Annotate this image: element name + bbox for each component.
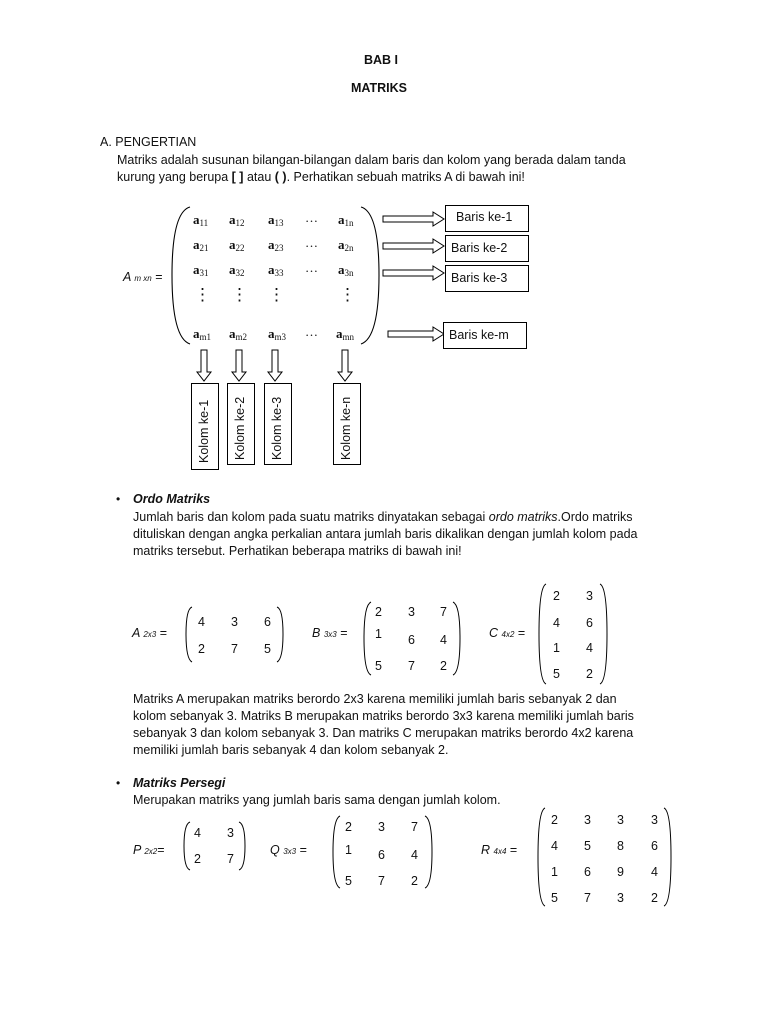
- cell: 4: [440, 633, 447, 647]
- col-label-box-3: Kolom ke-3: [264, 383, 292, 465]
- cell: 7: [378, 874, 385, 888]
- vdots-col1: ⋮: [194, 285, 211, 304]
- element-a33: $a_{33}$: [268, 262, 284, 278]
- matrix-C-label: C 4x2 =: [489, 626, 526, 640]
- cell: 4: [651, 865, 658, 879]
- cell: 2: [375, 605, 382, 619]
- cell: 7: [227, 852, 234, 866]
- cell: 2: [198, 642, 205, 656]
- vdots-col2: ⋮: [231, 285, 248, 304]
- cell: 6: [378, 848, 385, 862]
- matrix-R-label: R 4x4 =: [481, 843, 518, 857]
- col-label-box-n: Kolom ke-n: [333, 383, 361, 465]
- expl-line-4: memiliki jumlah baris sebanyak 4 dan kolom sebanyak 2.: [133, 743, 449, 757]
- cell: 6: [408, 633, 415, 647]
- matrix-A-label: A 2x3 =: [132, 626, 168, 640]
- cell: 5: [345, 874, 352, 888]
- cell: 3: [617, 891, 624, 905]
- element-a23: $a_{23}$: [268, 237, 284, 253]
- cell: 3: [617, 813, 624, 827]
- cell: 5: [375, 659, 382, 673]
- cell: 5: [264, 642, 271, 656]
- intro-line-2: kurung yang berupa [ ] atau ( ). Perhatikan sebuah matriks A di bawah ini!: [117, 170, 525, 184]
- cell: 7: [408, 659, 415, 673]
- matrix-a-label: A m xn =: [123, 270, 163, 284]
- element-amn: $a_{mn}$: [336, 326, 355, 342]
- intro-line-1: Matriks adalah susunan bilangan-bilangan dalam baris dan kolom yang berada dalam tanda: [117, 153, 626, 167]
- cell: 2: [651, 891, 658, 905]
- row-label-box-m: Baris ke-m: [443, 322, 527, 349]
- cell: 7: [584, 891, 591, 905]
- row-label-box-2: Baris ke-2: [445, 235, 529, 262]
- cell: 2: [194, 852, 201, 866]
- ellipsis: …: [305, 260, 318, 275]
- cell: 3: [408, 605, 415, 619]
- cell: 9: [617, 865, 624, 879]
- ellipsis: …: [305, 324, 318, 339]
- cell: 2: [411, 874, 418, 888]
- element-a13: $a_{13}$: [268, 212, 284, 228]
- ordo-line-3: matriks tersebut. Perhatikan beberapa matriks di bawah ini!: [133, 544, 462, 558]
- row-label-box-3: Baris ke-3: [445, 265, 529, 292]
- cell: 1: [553, 641, 560, 655]
- ordo-line-2: dituliskan dengan angka perkalian antara jumlah baris dikalikan dengan jumlah kolom pada: [133, 527, 638, 541]
- cell: 4: [553, 616, 560, 630]
- cell: 7: [411, 820, 418, 834]
- element-a22: $a_{22}$: [229, 237, 245, 253]
- col-label-box-2: Kolom ke-2: [227, 383, 255, 465]
- cell: 5: [551, 891, 558, 905]
- vdots-coln: ⋮: [339, 285, 356, 304]
- cell: 3: [227, 826, 234, 840]
- element-a21: $a_{21}$: [193, 237, 209, 253]
- element-a3n: $a_{3n}$: [338, 262, 354, 278]
- cell: 4: [551, 839, 558, 853]
- cell: 3: [584, 813, 591, 827]
- cell: 2: [586, 667, 593, 681]
- element-a31: $a_{31}$: [193, 262, 209, 278]
- expl-line-3: sebanyak 3 dan kolom sebanyak 3. Dan matriks C merupakan matriks berordo 4x2 karena: [133, 726, 634, 740]
- cell: 7: [231, 642, 238, 656]
- cell: 1: [551, 865, 558, 879]
- cell: 4: [586, 641, 593, 655]
- ellipsis: …: [305, 210, 318, 225]
- cell: 5: [584, 839, 591, 853]
- element-a2n: $a_{2n}$: [338, 237, 354, 253]
- cell: 5: [553, 667, 560, 681]
- element-am2: $a_{m2}$: [229, 326, 248, 342]
- expl-line-1: Matriks A merupakan matriks berordo 2x3 karena memiliki jumlah baris sebanyak 2 dan: [133, 692, 617, 706]
- cell: 3: [378, 820, 385, 834]
- element-a11: $a_{11}$: [193, 212, 209, 228]
- vdots-col3: ⋮: [268, 285, 285, 304]
- bullet-ordo: •: [116, 492, 121, 506]
- element-am3: $a_{m3}$: [268, 326, 287, 342]
- matrix-P-label: P 2x2=: [133, 843, 165, 857]
- cell: 3: [231, 615, 238, 629]
- persegi-heading: Matriks Persegi: [133, 776, 226, 790]
- cell: 6: [586, 616, 593, 630]
- expl-line-2: kolom sebanyak 3. Matriks B merupakan matriks berordo 3x3 karena memiliki jumlah baris: [133, 709, 634, 723]
- cell: 6: [584, 865, 591, 879]
- cell: 7: [440, 605, 447, 619]
- cell: 4: [194, 826, 201, 840]
- cell: 6: [264, 615, 271, 629]
- cell: 1: [375, 627, 382, 641]
- element-a32: $a_{32}$: [229, 262, 245, 278]
- persegi-line-1: Merupakan matriks yang jumlah baris sama dengan jumlah kolom.: [133, 793, 501, 807]
- element-a1n: $a_{1n}$: [338, 212, 354, 228]
- cell: 2: [345, 820, 352, 834]
- cell: 6: [651, 839, 658, 853]
- ordo-line-1: Jumlah baris dan kolom pada suatu matriks dinyatakan sebagai ordo matriks.Ordo matriks: [133, 510, 633, 524]
- matrix-B-label: B 3x3 =: [312, 626, 348, 640]
- cell: 3: [586, 589, 593, 603]
- cell: 2: [551, 813, 558, 827]
- cell: 3: [651, 813, 658, 827]
- cell: 1: [345, 843, 352, 857]
- ordo-heading: Ordo Matriks: [133, 492, 211, 506]
- element-a12: $a_{12}$: [229, 212, 245, 228]
- ellipsis: …: [305, 235, 318, 250]
- row-label-box-1: Baris ke-1: [445, 205, 529, 232]
- col-label-box-1: Kolom ke-1: [191, 383, 219, 470]
- chapter-label: BAB I: [364, 53, 399, 67]
- matrix-Q-label: Q 3x3 =: [270, 843, 307, 857]
- cell: 4: [198, 615, 205, 629]
- cell: 2: [553, 589, 560, 603]
- page-title: MATRIKS: [351, 81, 408, 95]
- bullet-persegi: •: [116, 776, 121, 790]
- cell: 8: [617, 839, 624, 853]
- cell: 4: [411, 848, 418, 862]
- cell: 2: [440, 659, 447, 673]
- element-am1: $a_{m1}$: [193, 326, 212, 342]
- section-heading: A. PENGERTIAN: [100, 135, 197, 149]
